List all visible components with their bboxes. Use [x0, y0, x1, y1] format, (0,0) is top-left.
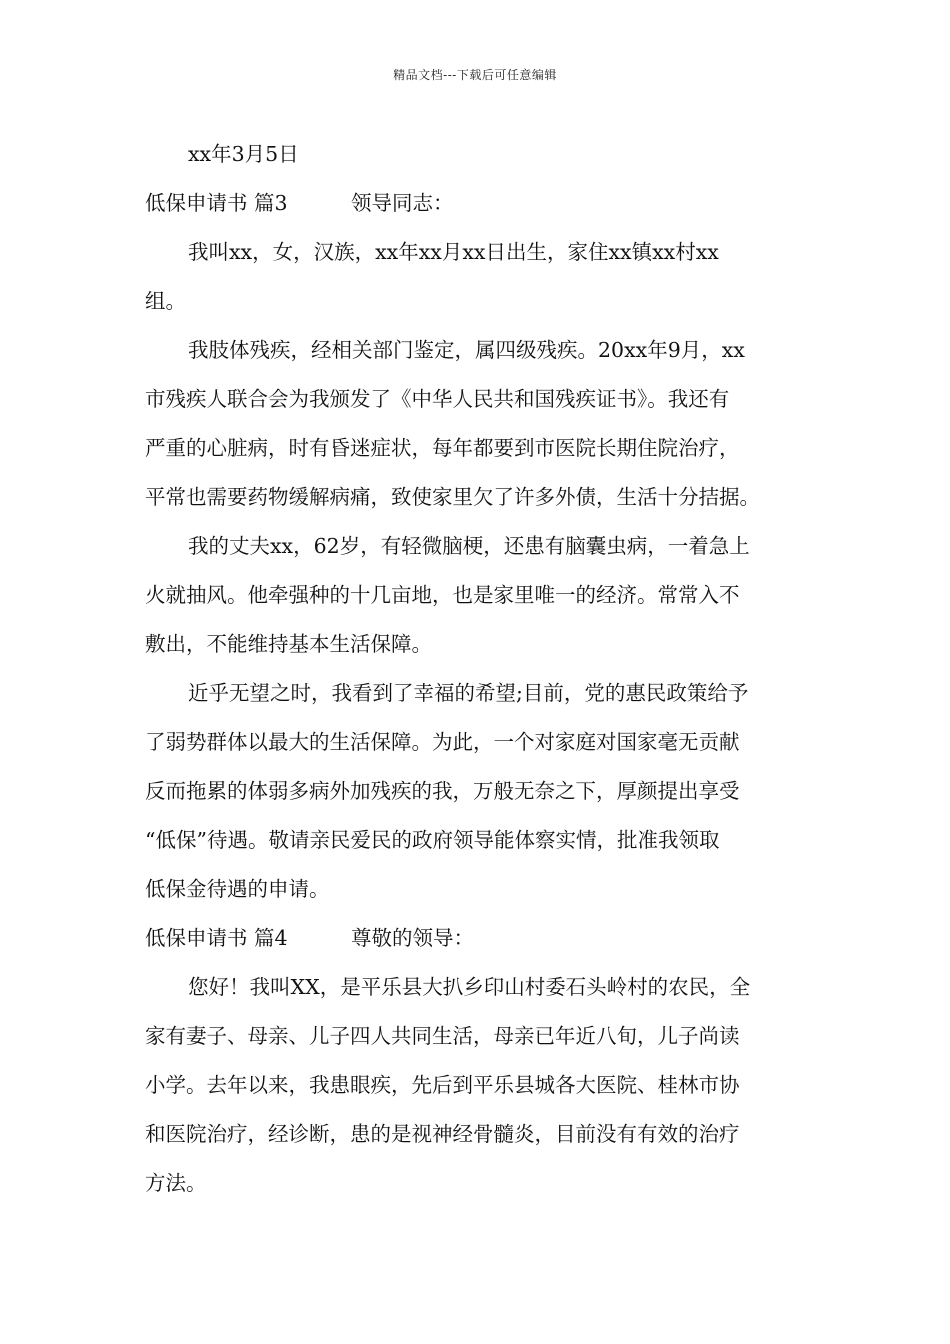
- paragraph-line: 敷出，不能维持基本生活保障。: [145, 632, 432, 656]
- paragraph-line: 了弱势群体以最大的生活保障。为此，一个对家庭对国家毫无贡献: [145, 730, 740, 754]
- paragraph-line: 和医院治疗，经诊断，患的是视神经骨髓炎，目前没有有效的治疗: [145, 1122, 740, 1146]
- salutation-4: 尊敬的领导：: [351, 926, 474, 950]
- paragraph-line: 火就抽风。他牵强种的十几亩地，也是家里唯一的经济。常常入不: [145, 583, 740, 607]
- page-header: 精品文档---下载后可任意编辑: [393, 68, 557, 82]
- section-heading-4: [145, 914, 810, 963]
- date-line: xx年3月5日: [188, 142, 299, 166]
- salutation-3: 领导同志：: [351, 191, 454, 215]
- section-title-4: 低保申请书 篇4: [145, 926, 288, 950]
- paragraph-line: 您好！我叫XX，是平乐县大扒乡印山村委石头岭村的农民，全: [188, 975, 751, 999]
- paragraph-line: 小学。去年以来，我患眼疾，先后到平乐县城各大医院、桂林市协: [145, 1073, 740, 1097]
- section-title-3: 低保申请书 篇3: [145, 191, 288, 215]
- paragraph-line: 近乎无望之时，我看到了幸福的希望;目前，党的惠民政策给予: [188, 681, 749, 705]
- paragraph-line: 反而拖累的体弱多病外加残疾的我，万般无奈之下，厚颜提出享受: [145, 779, 740, 803]
- section-heading-3: [145, 179, 810, 228]
- paragraph-line: 我的丈夫xx，62岁，有轻微脑梗，还患有脑囊虫病，一着急上: [188, 534, 750, 558]
- paragraph-line: 我肢体残疾，经相关部门鉴定，属四级残疾。20xx年9月，xx: [188, 338, 745, 362]
- paragraph-line: 家有妻子、母亲、儿子四人共同生活，母亲已年近八旬，儿子尚读: [145, 1024, 740, 1048]
- paragraph-line: “低保”待遇。敬请亲民爱民的政府领导能体察实情，批准我领取: [145, 828, 720, 852]
- paragraph-line: 方法。: [145, 1171, 207, 1195]
- paragraph-line: 组。: [145, 289, 186, 313]
- paragraph-line: 低保金待遇的申请。: [145, 877, 330, 901]
- paragraph-line: 严重的心脏病，时有昏迷症状，每年都要到市医院长期住院治疗，: [145, 436, 740, 460]
- paragraph-line: 我叫xx，女，汉族，xx年xx月xx日出生，家住xx镇xx村xx: [188, 240, 719, 264]
- paragraph-line: 平常也需要药物缓解病痛，致使家里欠了许多外债，生活十分拮据。: [145, 485, 760, 509]
- paragraph-line: 市残疾人联合会为我颁发了《中华人民共和国残疾证书》。我还有: [145, 387, 730, 411]
- document-body: [145, 130, 810, 1208]
